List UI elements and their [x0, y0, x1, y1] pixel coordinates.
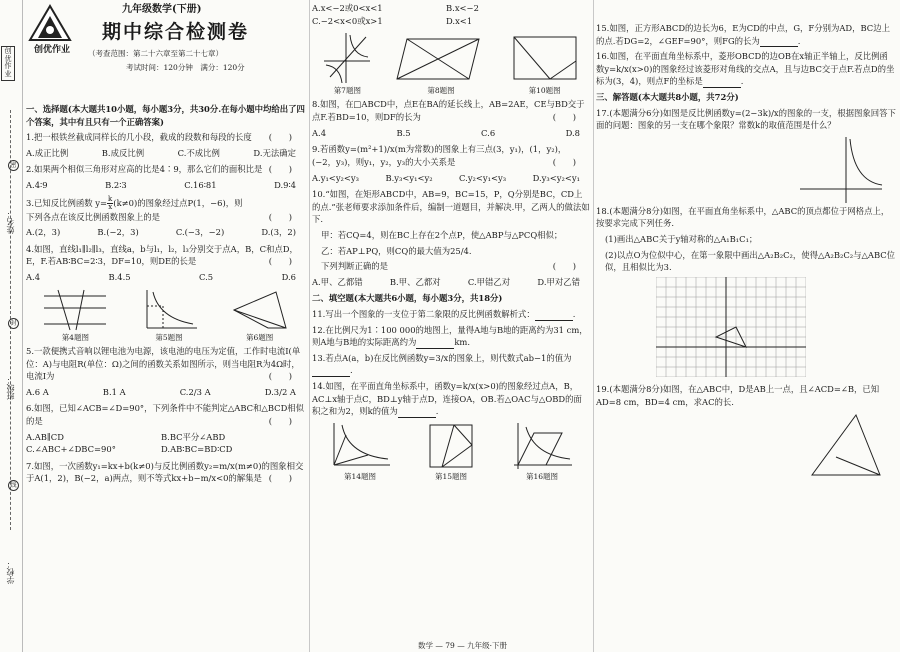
question-9: 9.若函数y=(m²+1)/x(m为常数)的图象上有三点(3，y₁)，(1，y₂)，(−2，y₃)，则y₁，y₂，y₃的大小关系是 ( ) — [312, 144, 576, 167]
question-18: 18.(本题满分8分)如图，在平面直角坐标系中，△ABC的顶点都位于网格点上，按要求完成下列任务. — [596, 205, 890, 229]
figures-14-16 — [312, 421, 590, 482]
seal-dot: 线 — [8, 480, 19, 491]
question-17: 17.(本题满分6分)如图是反比例函数y=(2−3k)/x的图象的一支，根据图象回答下面的问题：图象的另一支在哪个象限？常数k的取值范围是什么？ — [596, 107, 896, 131]
question-12: 12.在比例尺为1∶100 000的地图上，量得A地与B地的距离约为31 cm，则A地与B地的实际距离约为 km. — [312, 324, 588, 348]
answer-blank[interactable] — [760, 37, 798, 47]
figure-10: 第10题图 — [510, 31, 580, 96]
options-q2: A.4∶9 B.2∶3 C.16∶81 D.9∶4 — [26, 180, 296, 191]
figure-14: 第14题图 — [328, 421, 392, 482]
options-q10: A.甲、乙都错 B.甲、乙都对 C.甲错乙对 D.甲对乙错 — [312, 276, 580, 287]
question-2: 2.如果两个相似三角形对应高的比是4∶9，那么它们的面积比是 ( ) — [26, 164, 292, 175]
name-label: 姓名： — [6, 210, 15, 234]
figure-17 — [796, 135, 886, 205]
q10-yi: 乙：若AP⊥PQ，则CQ的最大值为25/4. — [321, 245, 472, 256]
question-15: 15.如图，正方形ABCD的边长为6，E为CD的中点，G，F分别为AD，BC边上的点.若DG=2，∠GEF=90°，则FG的长为 . — [596, 23, 890, 46]
section-heading: 一、选择题(本大题共10小题，每小题3分，共30分.在每小题中均给出了四个答案，其中有且只有一个正确答案) — [26, 104, 305, 127]
figures-7-10 — [312, 31, 590, 96]
options-q8: A.4 B.5 C.6 D.8 — [312, 127, 580, 138]
options-q4: A.4 B.4.5 C.5 D.6 — [26, 272, 296, 283]
page-footer: 数学 — 79 — 九年级·下册 — [418, 641, 507, 650]
question-19: 19.(本题满分8分)如图，在△ABC中，D是AB上一点，且∠ACD=∠B，已知AD=8 cm，BD=4 cm，求AC的长. — [596, 383, 880, 407]
q10-jia: 甲：若CQ=4，则在BC上存在2个点P，使△ABP与△PCQ相似； — [321, 229, 563, 240]
exam-time-score: 考试时间：120分钟 满分：120分 — [126, 63, 245, 72]
question-1: 1.把一根铁丝截成同样长的几小段，截成的段数和每段的长度 ( ) — [26, 132, 292, 143]
column-2 — [312, 0, 590, 484]
exam-title: 期中综合检测卷 — [102, 21, 250, 43]
figure-8: 第8题图 — [393, 31, 489, 96]
figures-4-6 — [26, 288, 306, 343]
answer-blank[interactable] — [312, 367, 350, 377]
figure-5: 第5题图 — [139, 288, 199, 343]
question-3: 3.已知反比例函数 y= $\frac{k}{x}$ (k≠0)的图象经过点P(1，−6)，则 下列各点在该反比例函数图象上的是 ( ) — [26, 194, 292, 222]
options-q3: A.(2，3) B.(−2，3) C.(−3，−2) D.(3，2) — [26, 227, 296, 238]
section-heading: 二、填空题(本大题共6小题，每小题3分，共18分) — [312, 293, 503, 304]
question-11: 11.写出一个图象的一支位于第二象限的反比例函数解析式： . — [312, 309, 576, 319]
q18-part2: (2)以点O为位似中心，在第一象限中画出△A₂B₂C₂，使得△A₂B₂C₂与△ABC位似，且相似比为3. — [605, 249, 896, 273]
exam-header — [26, 0, 306, 100]
logo-icon — [28, 4, 72, 44]
answer-blank[interactable] — [535, 311, 573, 321]
seal-dot: 密 — [8, 160, 19, 171]
figure-19 — [806, 411, 886, 481]
exam-scope: （考查范围：第二十六章至第二十七章） — [88, 49, 223, 58]
options-q6: A.AB∥CD B.BC平分∠ABD C.∠ABC+∠DBC=90° D.AB∶BC=BD∶CD — [26, 431, 233, 455]
answer-blank[interactable] — [398, 408, 436, 418]
question-7: 7.如图，一次函数y₁=kx+b(k≠0)与反比例函数y₂=m/x(m≠0)的图象相交于A(1，2)，B(−2，a)两点，则不等式kx+b−m/x<0的解集是 ( ) — [26, 460, 304, 484]
school-label: 学校： — [6, 560, 15, 584]
options-q5: A.6 A B.1 A C.2/3 A D.3/2 A — [26, 386, 296, 397]
options-q1: A.成正比例 B.成反比例 C.不成比例 D.无法确定 — [26, 147, 296, 158]
logo: 创优作业 — [28, 4, 76, 58]
question-10: 10.“如图，在矩形ABCD中，AB=9，BC=15，P，Q分别是BC，CD上的点.”张老师要求添加条件后，编制一道题目，并解决.甲，乙两人的做法如下. — [312, 189, 590, 225]
question-14: 14.如图，在平面直角坐标系中，函数y=k/x(x>0)的图象经过点A，B，AC⊥x轴于点C，BD⊥y轴于点D，连接OA，OB.若△OAC与△OBD的面积之和为2，则k的值为 . — [312, 381, 582, 417]
answer-blank[interactable] — [416, 339, 454, 349]
figure-16: 第16题图 — [510, 421, 574, 482]
figure-7: 第7题图 — [322, 31, 372, 96]
column-1 — [26, 0, 306, 488]
answer-blank[interactable] — [703, 78, 741, 88]
question-6: 6.如图，已知∠ACB=∠D=90°，下列条件中不能判定△ABC和△BCD相似的是 ( ) — [26, 403, 305, 426]
grade-title: 九年级数学(下册) — [122, 4, 202, 15]
column-3 — [596, 0, 896, 481]
class-label: 班级： — [6, 376, 15, 400]
question-4: 4.如图，直线l₁∥l₂∥l₃，直线a，b与l₁，l₂，l₃分别交于点A，B，C和点D，E，F.若AB∶BC=2∶3，DF=10，则DE的长是 ( ) — [26, 243, 298, 267]
options-q9: A.y₁<y₂<y₃ B.y₃<y₁<y₂ C.y₂<y₁<y₃ D.y₃<y₂<y₁ — [312, 172, 580, 183]
question-8: 8.如图，在□ABCD中，点E在BA的延长线上，AB=2AE，CE与BD交于点F.若BD=10，则DF的长为 ( ) — [312, 99, 585, 123]
binding-strip — [0, 0, 23, 652]
q18-part1: (1)画出△ABC关于y轴对称的△A₁B₁C₁； — [605, 234, 758, 245]
figure-4: 第4题图 — [40, 288, 110, 343]
question-16: 16.如图，在平面直角坐标系中，菱形OBCD的边OB在x轴正半轴上，反比例函数y=k/x(x>0)的图象经过该菱形对角线的交点A，且与边BC交于点F.若点D的坐标为(3，4)，则点F的坐标是 . — [596, 51, 895, 87]
figure-15: 第15题图 — [424, 421, 478, 482]
seal-dot: 封 — [8, 318, 19, 329]
question-13: 13.若点A(a，b)在反比例函数y=3/x的图象上，则代数式ab−1的值为. — [312, 352, 572, 376]
figure-18-grid — [656, 277, 806, 377]
q10-ask: 下列判断正确的是 ( ) — [321, 261, 576, 272]
section-heading: 三、解答题(本大题共8小题，共72分) — [596, 92, 739, 103]
question-5: 5.一款便携式音响以锂电池为电源，该电池的电压为定值，工作时电流I(单位：A)与电阻R(单位：Ω)之间的函数关系如图所示，则当电阻R为4Ω时，电流I为 ( ) — [26, 345, 301, 382]
options-q7: A.x<−2或0<x<1 B.x<−2 C.−2<x<0或x>1 D.x<1 — [312, 3, 479, 26]
brand-tag: 创优作业 — [1, 46, 15, 81]
figure-6: 第6题图 — [228, 288, 292, 343]
